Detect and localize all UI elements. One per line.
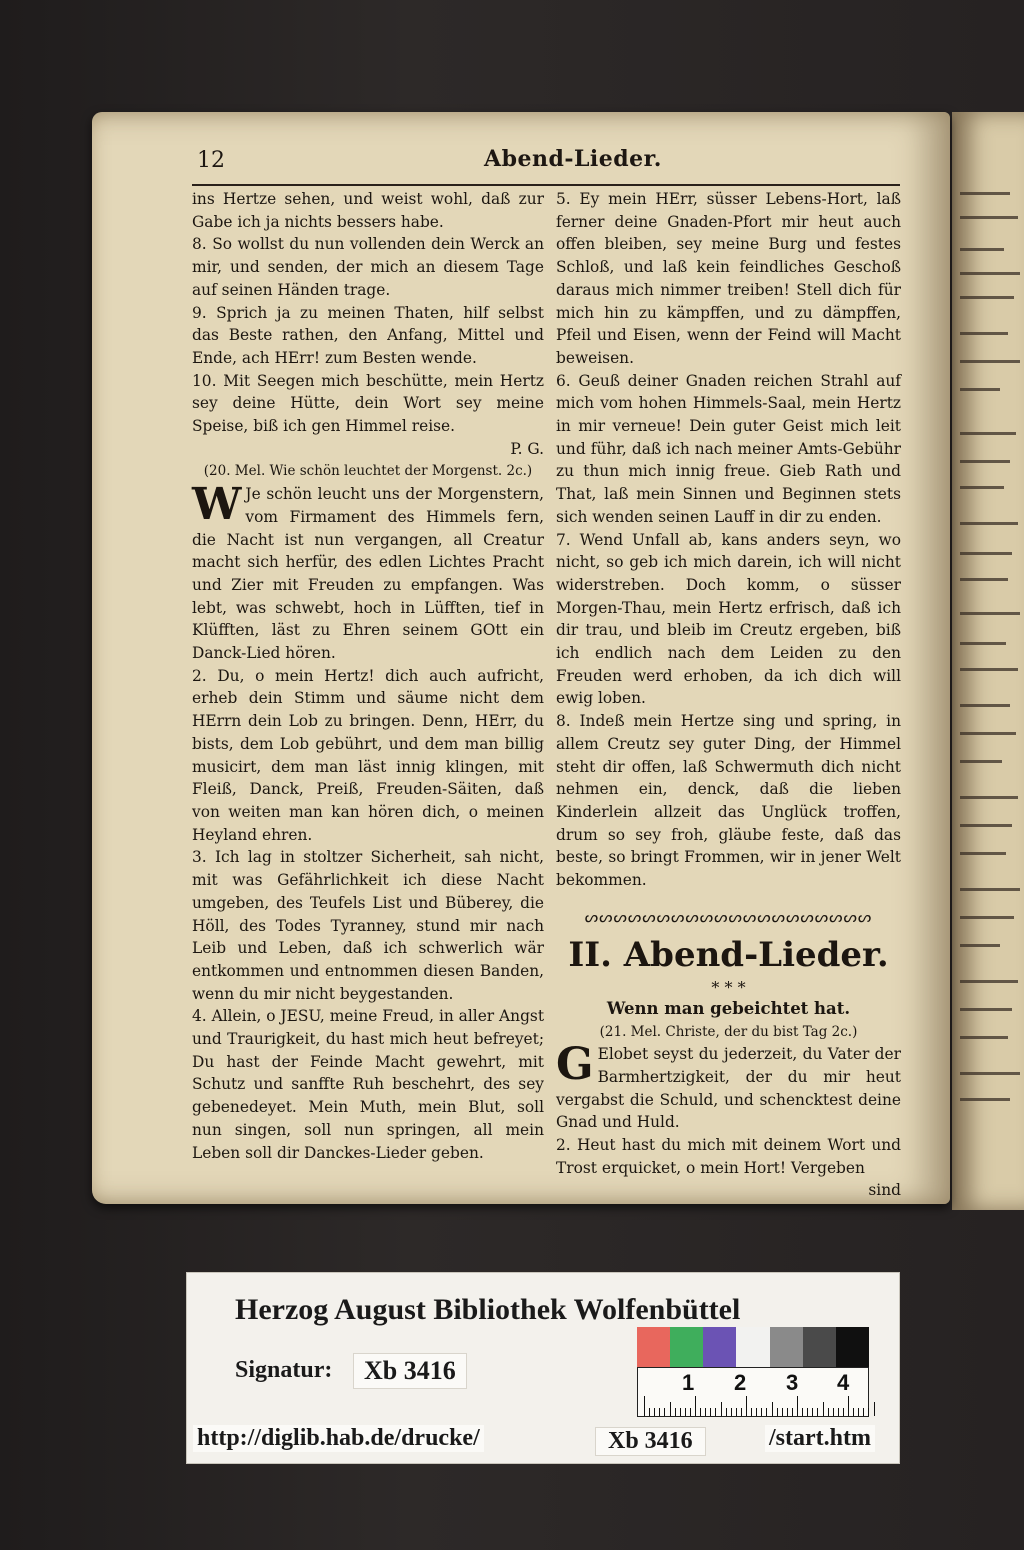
scale-number: 2 — [734, 1370, 747, 1395]
scale-tick — [807, 1408, 808, 1416]
scale-tick — [721, 1402, 722, 1416]
facing-page-edge — [952, 112, 1024, 1210]
scale-tick — [843, 1408, 844, 1416]
verse-text: 8. Indeß mein Hertze sing und spring, in allem Creutz sey guter Ding, der Himmel steht dir offen, laß Schwermuth dich nicht nehmen ein, denck, daß die lieben Kinderlein allzeit das Unglück troffen, drum so sey froh, gläube feste, daß das beste, so bringt Frommen, wir in jener Welt bekommen. — [556, 712, 901, 890]
scale-tick — [777, 1408, 778, 1416]
scale-tick — [772, 1402, 773, 1416]
scale-tick — [746, 1396, 747, 1416]
scale-tick — [736, 1408, 737, 1416]
right-column — [556, 188, 901, 1202]
scale-tick — [751, 1408, 752, 1416]
scale-tick — [695, 1396, 696, 1416]
scale-tick — [863, 1408, 864, 1416]
scale-tick — [659, 1408, 660, 1416]
scale-tick — [649, 1408, 650, 1416]
scale-tick — [710, 1408, 711, 1416]
scale-tick — [670, 1402, 671, 1416]
verse-text: 6. Geuß deiner Gnaden reichen Strahl auf mich vom hohen Himmels-Saal, mein Hertz in mir verneue! Dein guter Geist mich leit und führ, daß ich nach meiner Amts-Gebühr zu thun mich innig freue. Gieb Rath und That, laß mein Sinnen und Beginnen stets sich wenden seinen Lauff in dir zu enden. — [556, 371, 901, 526]
verse-text: 5. Ey mein HErr, süsser Lebens-Hort, laß ferner deine Gnaden-Pfort mir heut auch offen bleiben, sey meine Burg und festes Schloß, und laß kein feindliches Geschoß daraus mich nimmer treiben! Stell dich für mich hin zu kämpffen, und zu dämpffen, Pfeil und Eisen, wenn der Feind will Macht beweisen. — [556, 190, 901, 367]
ornament-band: ᔕᔕᔕᔕᔕᔕᔕᔕᔕᔕᔕᔕᔕᔕᔕᔕᔕᔕᔕᔕ — [584, 907, 873, 926]
scale-tick — [715, 1408, 716, 1416]
color-swatch — [637, 1327, 670, 1367]
scale-tick — [664, 1408, 665, 1416]
url-shelfmark: Xb 3416 — [595, 1427, 706, 1456]
scale-tick — [812, 1408, 813, 1416]
verse-text: 2. Du, o mein Hertz! dich auch aufricht, erheb dein Stimm und säume nicht dem HErrn dein Lob zu bringen. Denn, HErr, du bists, dem Lob gebührt, und dem man billig musicirt, dem man läst innig klingen, mit Fleiß, Danck, Preiß, Freuden-Säiten, daß von weiten man kan hören dich, o meinen Heyland ehren. — [192, 666, 544, 844]
verse-text: 3. Ich lag in stoltzer Sicherheit, sah nicht, mit was Gefährlichkeit ich diese Nacht umgeben, des Teufels List und Büberey, die Höll, des Todes Tyranney, stund mir nach Leib und Leben, daß ich schwerlich wär entkommen und entnommen diesen Banden, wenn du mir nicht beygestanden. — [192, 848, 544, 1003]
scale-number: 1 — [682, 1370, 695, 1395]
hymn-verse-1 — [556, 1039, 901, 1134]
section-heading: II. Abend-Lieder. — [568, 934, 889, 975]
color-calibration-strip — [637, 1327, 869, 1367]
signatur-value: Xb 3416 — [353, 1353, 467, 1389]
scale-tick — [817, 1408, 818, 1416]
color-swatch — [803, 1327, 836, 1367]
scale-tick — [802, 1408, 803, 1416]
scale-tick — [792, 1408, 793, 1416]
scale-tick — [654, 1408, 655, 1416]
verse-text: 9. Sprich ja zu meinen Thaten, hilf selbst das Beste rathen, den Anfang, Mittel und Ende, ach HErr! zum Besten wende. — [192, 303, 544, 367]
scale-tick — [823, 1402, 824, 1416]
melody-note: (20. Mel. Wie schön leuchtet der Morgenst. 2c.) — [203, 463, 533, 480]
scale-tick — [756, 1408, 757, 1416]
signatur-label: Signatur: — [235, 1357, 333, 1383]
hymn-author-initials: P. G. — [510, 439, 544, 458]
header-rule — [192, 184, 900, 186]
scale-tick — [690, 1408, 691, 1416]
section-subheading: Wenn man gebeichtet hat. — [606, 998, 851, 1018]
page-number: 12 — [197, 148, 225, 173]
measurement-scale — [637, 1367, 869, 1417]
color-swatch — [703, 1327, 736, 1367]
scale-number: 4 — [837, 1370, 850, 1395]
scale-tick — [700, 1408, 701, 1416]
scale-tick — [787, 1408, 788, 1416]
scale-tick — [741, 1408, 742, 1416]
scale-tick — [828, 1408, 829, 1416]
verse-text: Je schön leucht uns der Morgenstern, vom Firmament des Himmels fern, die Nacht ist nun vergangen, all Creatur macht sich herfür, des edlen Lichtes Pracht und Zier mit Freuden zu empfangen. Was lebt, was schwebt, hoch in Lüfften, tief in Klüfften, läst zu Ehren seinem GOtt ein Danck-Lied hören. — [192, 485, 544, 663]
scale-tick — [685, 1408, 686, 1416]
color-swatch — [770, 1327, 803, 1367]
scale-tick — [868, 1408, 869, 1416]
color-swatch — [836, 1327, 869, 1367]
scale-tick — [726, 1408, 727, 1416]
verse-text: 8. So wollst du nun vollenden dein Werck an mir, und senden, der mich an diesem Tage auf seinen Händen trage. — [192, 235, 544, 299]
scale-number: 3 — [786, 1370, 799, 1395]
scale-tick — [797, 1396, 798, 1416]
scale-tick — [761, 1408, 762, 1416]
color-swatch — [670, 1327, 703, 1367]
scale-tick — [705, 1408, 706, 1416]
asterism: * * * — [711, 977, 746, 997]
drop-cap: W — [192, 479, 242, 531]
scale-tick — [766, 1408, 767, 1416]
running-title: Abend-Lieder. — [484, 146, 662, 172]
scale-tick — [848, 1396, 849, 1416]
library-card — [186, 1272, 900, 1464]
scale-tick — [675, 1408, 676, 1416]
verse-text: ins Hertze sehen, und weist wohl, daß zur Gabe ich ja nichts bessers habe. — [192, 190, 544, 231]
melody-note: (21. Mel. Christe, der du bist Tag 2c.) — [599, 1023, 858, 1040]
color-swatch — [736, 1327, 769, 1367]
verse-text: 10. Mit Seegen mich beschütte, mein Hertz sey deine Hütte, dein Wort sey meine Speise, biß ich gen Himmel reise. — [192, 371, 544, 436]
scale-tick — [680, 1408, 681, 1416]
url-prefix: http://diglib.hab.de/drucke/ — [193, 1425, 484, 1452]
url-suffix: /start.htm — [765, 1425, 875, 1452]
verse-text: Elobet seyst du jederzeit, du Vater der Barmhertzigkeit, der du mir heut vergabst die Schuld, und schencktest deine Gnad und Huld. — [556, 1045, 901, 1132]
catchword: sind — [868, 1181, 901, 1200]
left-column — [192, 188, 544, 1164]
verse-text: 4. Allein, o JESU, meine Freud, in aller Angst und Traurigkeit, du hast mich heut befreyet; Du hast der Feinde Macht gewehrt, mit Schutz und sanffte Ruh beschehrt, des sey gebenedeyet. Mein Muth, mein Blut, soll nun singen, soll nun springen, all mein Leben soll dir Danckes-Lieder geben. — [192, 1007, 545, 1162]
verse-text: 7. Wend Unfall ab, kans anders seyn, wo nicht, so geb ich mich darein, ich will nicht widerstreben. Doch komm, o süsser Morgen-Thau, mein Hertz erfrisch, daß ich dir trau, und bleib im Creutz ergeben, biß ich endlich nach dem Leiden zu den Freuden werd erhoben, da ich dich will ewig loben. — [556, 530, 901, 708]
scale-tick — [874, 1402, 875, 1416]
verse-text: 2. Heut hast du mich mit deinem Wort und Trost erquicket, o mein Hort! Vergeben — [556, 1136, 901, 1177]
scale-tick — [853, 1408, 854, 1416]
scale-tick — [858, 1408, 859, 1416]
hymn-verse-1 — [192, 479, 544, 665]
library-name: Herzog August Bibliothek Wolfenbüttel — [235, 1293, 741, 1326]
scale-tick — [644, 1396, 645, 1416]
scale-tick — [838, 1408, 839, 1416]
scale-tick — [782, 1408, 783, 1416]
scale-tick — [731, 1408, 732, 1416]
scale-tick — [833, 1408, 834, 1416]
drop-cap: G — [556, 1039, 594, 1091]
